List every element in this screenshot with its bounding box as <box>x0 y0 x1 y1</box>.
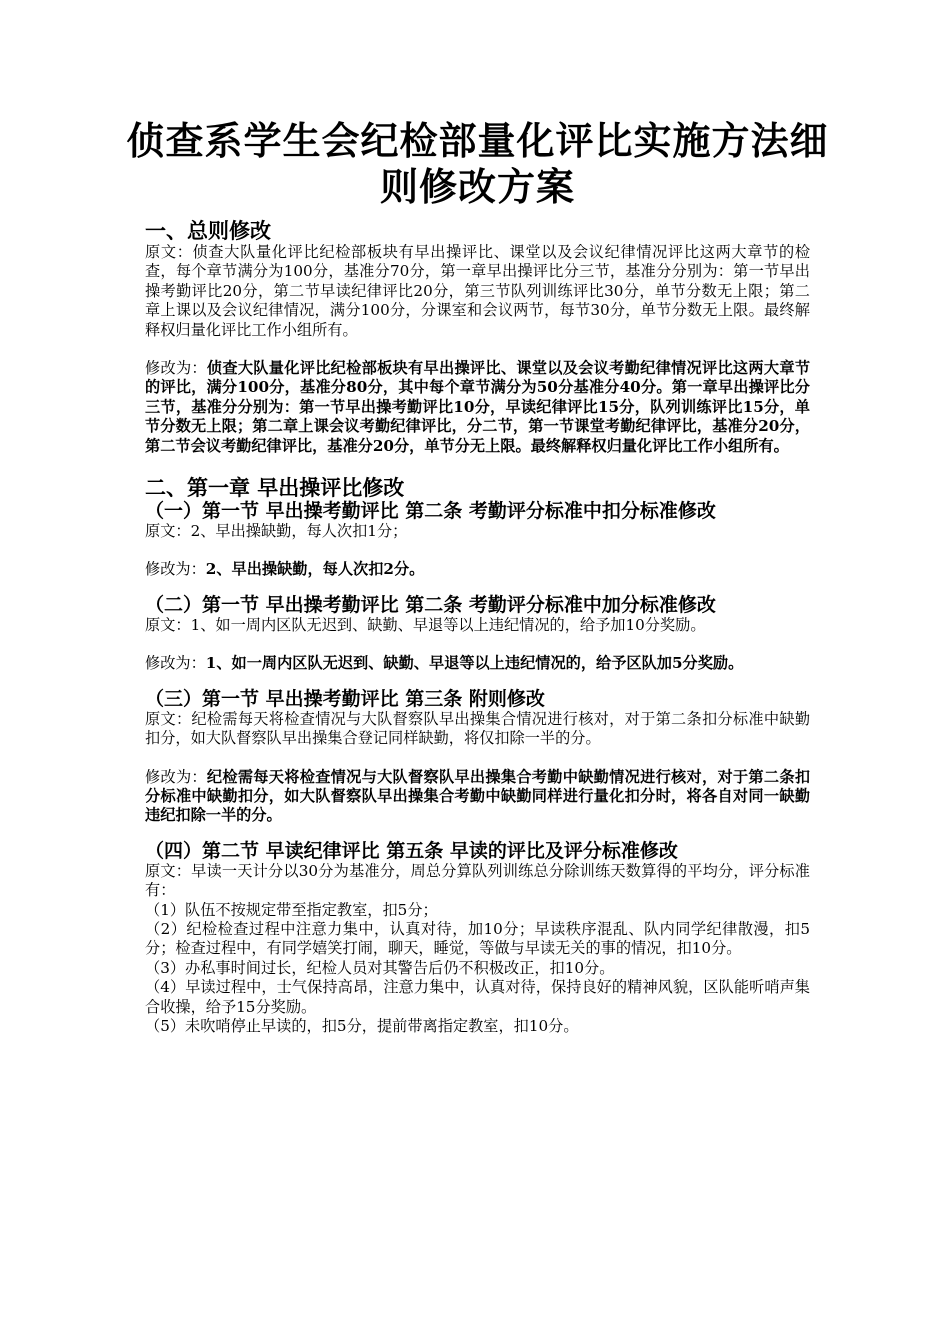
revised-label: 修改为： <box>145 359 207 378</box>
revised-label: 修改为： <box>145 654 206 673</box>
revised-paragraph <box>145 560 810 579</box>
section-heading-general: 一、总则修改 <box>145 218 271 243</box>
criteria-item: （2）纪检检查过程中注意力集中，认真对待，加10分；早读秩序混乱、队内同学纪律散漫，扣5分；检查过程中，有同学嬉笑打闹，聊天，睡觉，等做与早读无关的事的情况，扣10分。 <box>145 919 810 958</box>
criteria-item: （4）早读过程中，士气保持高昂，注意力集中，认真对待，保持良好的精神风貌，区队能听哨声集合收操，给予15分奖励。 <box>145 978 810 1016</box>
criteria-item: （1）队伍不按规定带至指定教室，扣5分； <box>145 900 438 919</box>
subsection-heading-2: （二）第一节 早出操考勤评比 第二条 考勤评分标准中加分标准修改 <box>145 593 716 616</box>
subsection-heading-4: （四）第二节 早读纪律评比 第五条 早读的评比及评分标准修改 <box>145 839 678 862</box>
subsection-heading-1: （一）第一节 早出操考勤评比 第二条 考勤评分标准中扣分标准修改 <box>145 500 716 523</box>
original-text: 原文：早读一天计分以30分为基准分，周总分算队列训练总分除训练天数算得的平均分，评分标准有： <box>145 861 810 900</box>
revised-text: 2、早出操缺勤，每人次扣2分。 <box>205 560 425 579</box>
section-heading-chapter1: 二、第一章 早出操评比修改 <box>145 475 405 501</box>
revised-paragraph <box>145 654 810 673</box>
revised-text: 1、如一周内区队无迟到、缺勤、早退等以上违纪情况的，给予区队加5分奖励。 <box>205 654 744 673</box>
criteria-item: （5）未吹哨停止早读的，扣5分，提前带离指定教室，扣10分。 <box>145 1016 579 1035</box>
revised-text: 纪检需每天将检查情况与大队督察队早出操集合考勤中缺勤情况进行核对，对于第二条扣分标准中缺勤扣分，如大队督察队早出操集合考勤中缺勤同样进行量化扣分时，将各自对同一缺勤违纪扣除一半的分。 <box>145 767 811 825</box>
original-text: 原文：1、如一周内区队无迟到、缺勤、早退等以上违纪情况的，给予加10分奖励。 <box>145 615 706 634</box>
criteria-item: （3）办私事时间过长，纪检人员对其警告后仍不积极改正，扣10分。 <box>145 958 615 977</box>
document-page <box>126 118 829 1036</box>
original-text: 原文：侦查大队量化评比纪检部板块有早出操评比、课堂以及会议纪律情况评比这两大章节的检查，每个章节满分为100分，基准分70分，第一章早出操评比分三节，基准分分别为：第一节早出操考勤评比20分，第二节早读纪律评比20分，第三节队列训练评比30分，单节分数无上限；第二章上课以及会议纪律情况，满分100分，分课室和会议两节，每节30分，单节分数无上限。最终解释权归量化评比工作小组所有。 <box>145 243 810 339</box>
original-text: 原文：2、早出操缺勤，每人次扣1分； <box>145 522 408 541</box>
revised-text: 侦查大队量化评比纪检部板块有早出操评比、课堂以及会议考勤纪律情况评比这两大章节的评比，满分100分，基准分80分，其中每个章节满分为50分基准分40分。第一章早出操评比分三节，基准分分别为：第一节早出操考勤评比10分，早读纪律评比15分，队列训练评比15分，单节分数无上限；第二章上课会议考勤纪律评比，分二节，第一节课堂考勤纪律评比，基准分20分，第二节会议考勤纪律评比，基准分20分，单节分无上限。最终解释权归量化评比工作小组所有。 <box>145 359 811 455</box>
revised-label: 修改为： <box>145 767 207 786</box>
original-text: 原文：纪检需每天将检查情况与大队督察队早出操集合情况进行核对，对于第二条扣分标准中缺勤扣分，如大队督察队早出操集合登记同样缺勤，将仅扣除一半的分。 <box>145 709 810 748</box>
subsection-heading-3: （三）第一节 早出操考勤评比 第三条 附则修改 <box>145 687 545 710</box>
revised-paragraph <box>145 359 810 456</box>
revised-label: 修改为： <box>145 560 206 579</box>
page-title: 侦查系学生会纪检部量化评比实施方法细则修改方案 <box>126 118 829 209</box>
revised-paragraph <box>145 768 810 826</box>
